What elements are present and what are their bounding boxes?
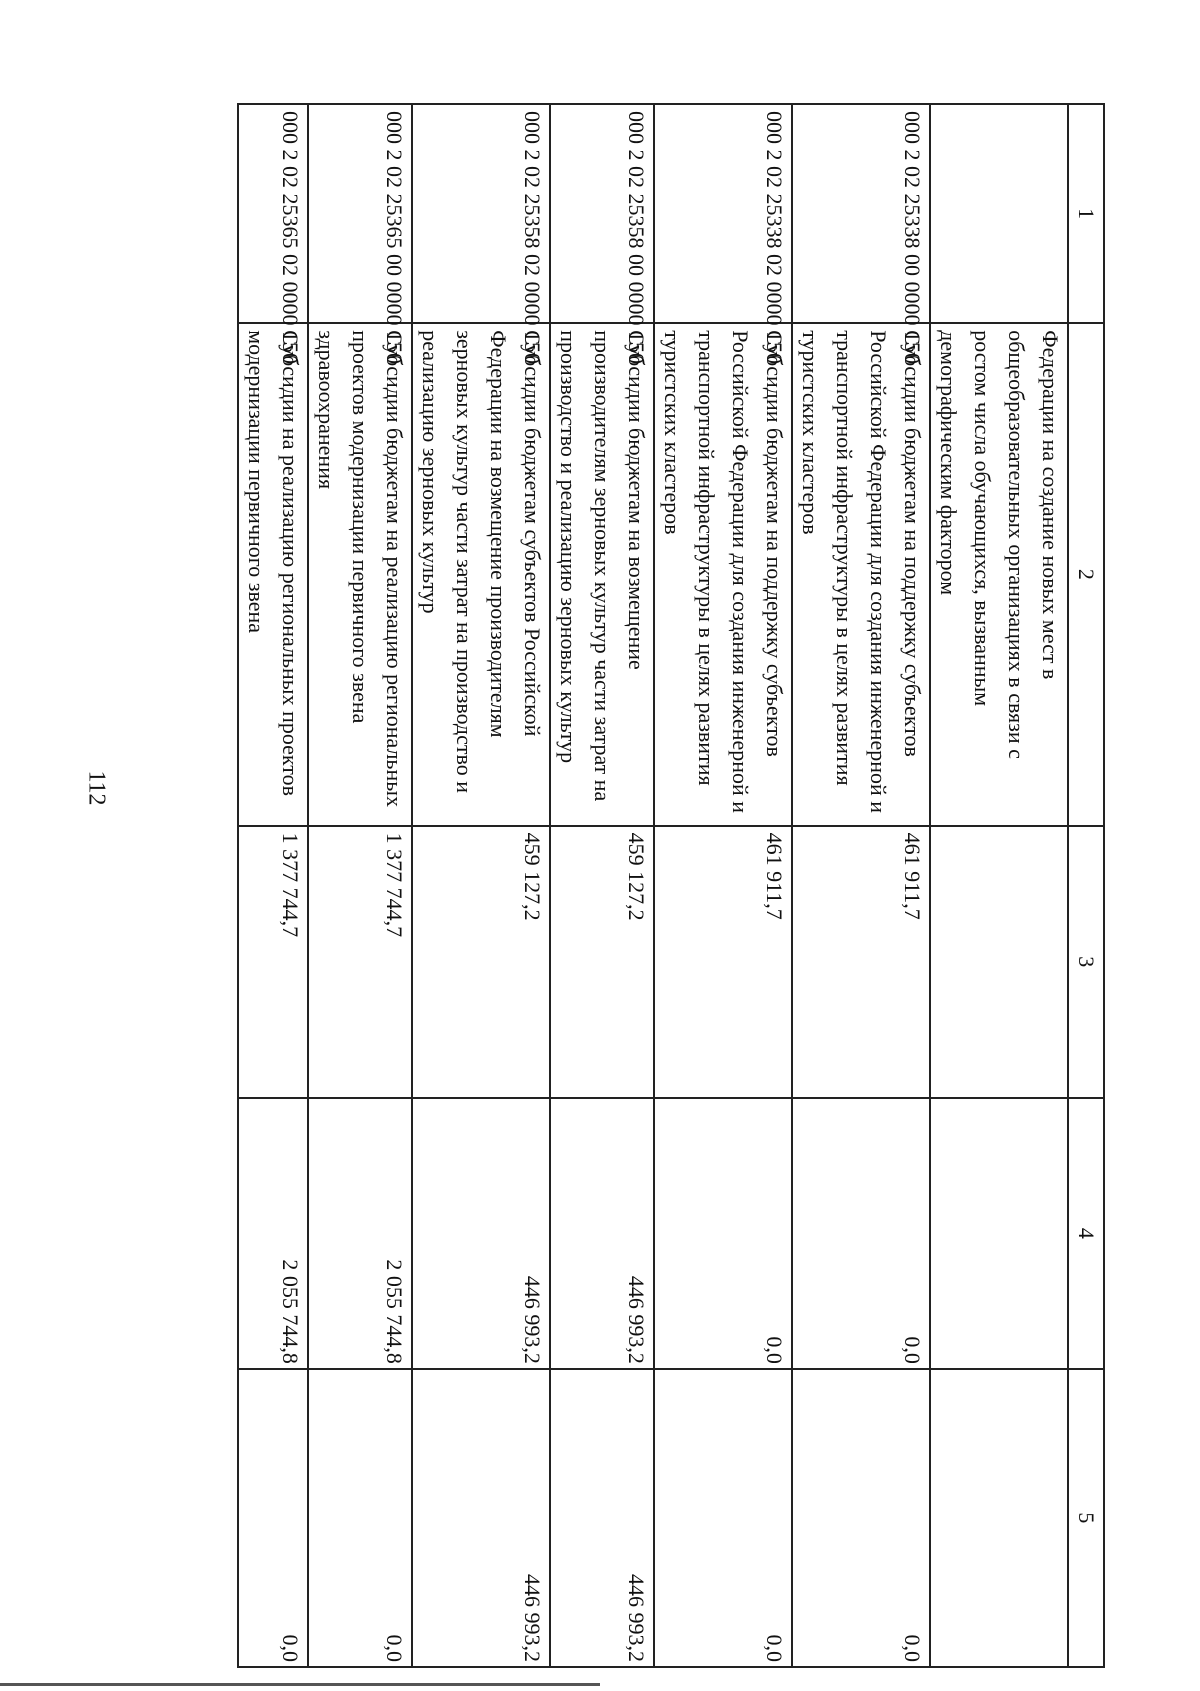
header-col-5: 5 — [1068, 1369, 1104, 1667]
row-name: Федерации на создание новых мест в общеобразовательных организациях в связи с ростом числа обучающихся, вызванным демографическим фактором — [930, 323, 1068, 825]
header-col-1: 1 — [1068, 104, 1104, 323]
row-code: 000 2 02 25358 00 0000 150 — [550, 104, 654, 323]
row-code — [930, 104, 1068, 323]
row-code: 000 2 02 25358 02 0000 150 — [412, 104, 550, 323]
row-col3: 459 127,2 — [412, 826, 550, 1098]
row-name: Субсидии бюджетам на реализацию региональных проектов модернизации первичного звена здравоохранения — [308, 323, 412, 825]
row-code: 000 2 02 25365 02 0000 150 — [238, 104, 308, 323]
row-col4 — [930, 1098, 1068, 1369]
row-col4: 2 055 744,8 — [238, 1098, 308, 1369]
page-number: 112 — [83, 770, 110, 806]
row-col3: 1 377 744,7 — [308, 826, 412, 1098]
header-col-3: 3 — [1068, 826, 1104, 1098]
row-name: Субсидии на реализацию региональных проектов модернизации первичного звена — [238, 323, 308, 825]
row-col5: 0,0 — [308, 1369, 412, 1667]
table-row — [550, 104, 654, 1667]
scan-edge-line — [0, 1683, 600, 1686]
table-row — [308, 104, 412, 1667]
table-row — [412, 104, 550, 1667]
table-row — [930, 104, 1068, 1667]
row-col4: 446 993,2 — [550, 1098, 654, 1369]
row-col4: 0,0 — [792, 1098, 930, 1369]
row-col5: 0,0 — [238, 1369, 308, 1667]
row-col4: 2 055 744,8 — [308, 1098, 412, 1369]
row-code: 000 2 02 25365 00 0000 150 — [308, 104, 412, 323]
row-col5: 0,0 — [654, 1369, 792, 1667]
row-name: Субсидии бюджетам субъектов Российской Федерации на возмещение производителям зерновых культур части затрат на производство и реализацию зерновых культур — [412, 323, 550, 825]
row-col5: 0,0 — [792, 1369, 930, 1667]
row-col3 — [930, 826, 1068, 1098]
row-col4: 446 993,2 — [412, 1098, 550, 1369]
table-row — [238, 104, 308, 1667]
row-col4: 0,0 — [654, 1098, 792, 1369]
row-code: 000 2 02 25338 00 0000 150 — [792, 104, 930, 323]
rotated-table-container — [200, 103, 1105, 1668]
row-col3: 1 377 744,7 — [238, 826, 308, 1098]
row-name: Субсидии бюджетам на поддержку субъектов Российской Федерации для создания инженерной и транспортной инфраструктуры в целях развития туристских кластеров — [792, 323, 930, 825]
row-code: 000 2 02 25338 02 0000 150 — [654, 104, 792, 323]
table-row — [792, 104, 930, 1667]
row-col5: 446 993,2 — [412, 1369, 550, 1667]
budget-table — [237, 103, 1105, 1668]
table-row — [654, 104, 792, 1667]
header-col-2: 2 — [1068, 323, 1104, 825]
row-name: Субсидии бюджетам на возмещение производителям зерновых культур части затрат на производство и реализацию зерновых культур — [550, 323, 654, 825]
row-col3: 461 911,7 — [654, 826, 792, 1098]
row-name: Субсидии бюджетам на поддержку субъектов Российской Федерации для создания инженерной и транспортной инфраструктуры в целях развития туристских кластеров — [654, 323, 792, 825]
row-col5 — [930, 1369, 1068, 1667]
row-col3: 459 127,2 — [550, 826, 654, 1098]
header-col-4: 4 — [1068, 1098, 1104, 1369]
row-col3: 461 911,7 — [792, 826, 930, 1098]
row-col5: 446 993,2 — [550, 1369, 654, 1667]
header-row — [1068, 104, 1104, 1667]
